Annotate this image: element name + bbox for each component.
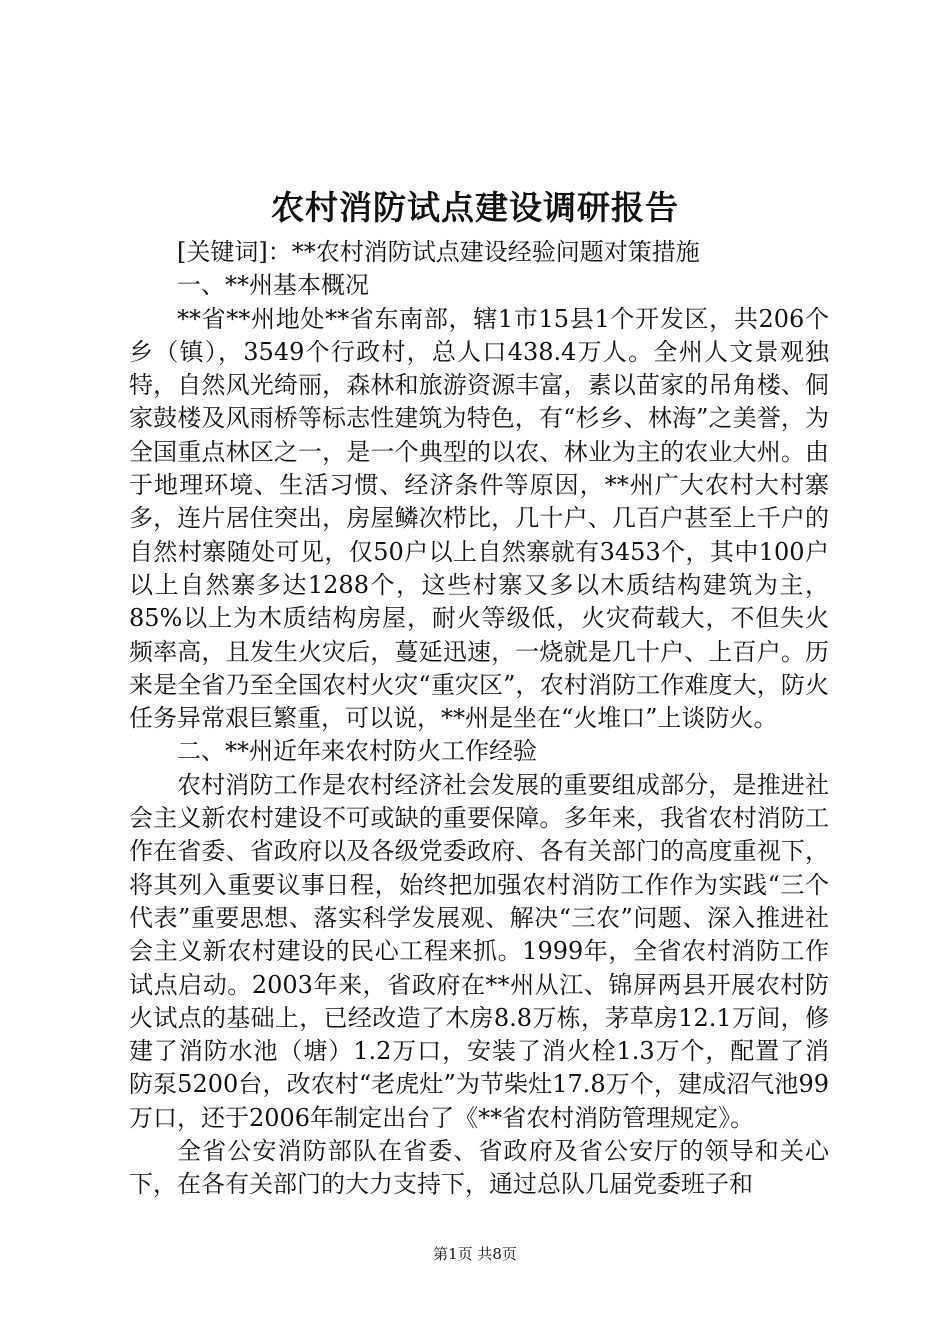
document-body bbox=[129, 236, 829, 1202]
section-heading-experience: 二、**州近年来农村防火工作经验 bbox=[177, 737, 537, 766]
paragraph-fire-brigade: 全省公安消防部队在省委、省政府及省公安厅的领导和关心下，在各有关部门的大力支持下，通过总队几届党委班子和 bbox=[129, 1137, 829, 1199]
paragraph-overview: **省**州地处**省东南部，辖1市15县1个开发区，共206个乡（镇），3549个行政村，总人口438.4万人。全州人文景观独特，自然风光绮丽，森林和旅游资源丰富，素以苗家的吊角楼、侗家鼓楼及风雨桥等标志性建筑为特色，有“杉乡、林海”之美誉，为全国重点林区之一，是一个典型的以农、林业为主的农业大州。由于地理环境、生活习惯、经济条件等原因，**州广大农村大村寨多，连片居住突出，房屋鳞次栉比，几十户、几百户甚至上千户的自然村寨随处可见，仅50户以上自然寨就有3453个，其中100户以上自然寨多达1288个，这些村寨又多以木质结构建筑为主，85%以上为木质结构房屋，耐火等级低，火灾荷载大，不但失火频率高，且发生火灾后，蔓延迅速，一烧就是几十户、上百户。历来是全省乃至全国农村火灾“重灾区”，农村消防工作难度大，防火任务异常艰巨繁重，可以说，**州是坐在“火堆口”上谈防火。 bbox=[129, 304, 829, 733]
keywords-line: [关键词]：**农村消防试点建设经验问题对策措施 bbox=[177, 238, 700, 266]
paragraph-experience: 农村消防工作是农村经济社会发展的重要组成部分，是推进社会主义新农村建设不可或缺的重要保障。多年来，我省农村消防工作在省委、省政府以及各级党委政府、各有关部门的高度重视下，将其列入重要议事日程，始终把加强农村消防工作作为实践“三个代表”重要思想、落实科学发展观、解决“三农”问题、深入推进社会主义新农村建设的民心工程来抓。1999年，全省农村消防工作试点启动。2003年来，省政府在**州从江、锦屏两县开展农村防火试点的基础上，已经改造了木房8.8万栋，茅草房12.1万间，修建了消防水池（塘）1.2万口，安装了消火栓1.3万个，配置了消防泵5200台，改农村“老虎灶”为节柴灶17.8万个，建成沼气池99万口，还于2006年制定出台了《**省农村消防管理规定》。 bbox=[129, 770, 829, 1132]
section-heading-overview: 一、**州基本概况 bbox=[177, 271, 369, 300]
page-title: 农村消防试点建设调研报告 bbox=[271, 188, 679, 227]
page-number: 第1页 共8页 bbox=[433, 1245, 517, 1263]
